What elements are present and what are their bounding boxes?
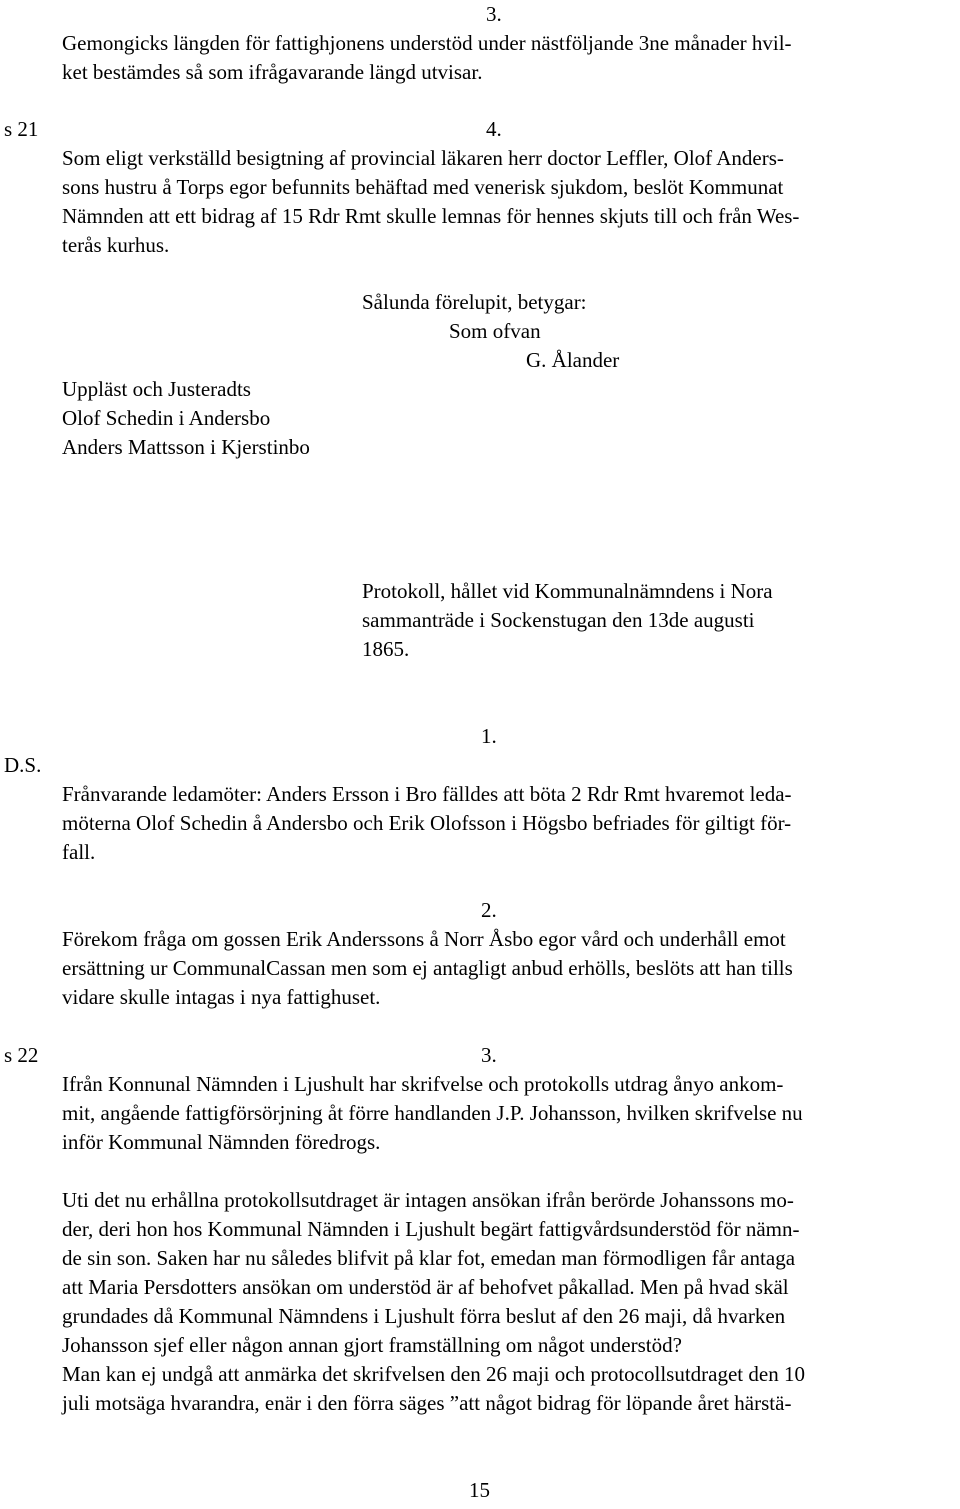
text-line: terås kurhus. — [62, 233, 170, 257]
paragraph-fattighjon — [62, 29, 956, 87]
attestation-line: Sålunda förelupit, betygar: — [362, 290, 587, 314]
page-number: 15 — [469, 1478, 490, 1502]
margin-note: D.S. — [4, 753, 42, 777]
text-line: att Maria Persdotters ansökan om understöd är af behofvet påkallad. Men på hvad skäl — [62, 1275, 789, 1299]
paragraph-anmarkning — [62, 1360, 956, 1418]
protocol-header-line: sammanträde i Sockenstugan den 13de augusti — [362, 608, 755, 632]
signature-name: G. Ålander — [526, 348, 620, 372]
text-line: Gemongicks längden för fattighjonens understöd under nästföljande 3ne månader hvil- — [62, 31, 792, 55]
text-line: Nämnden att ett bidrag af 15 Rdr Rmt skulle lemnas för hennes skjuts till och från Wes- — [62, 204, 800, 228]
text-line: Ifrån Konnunal Nämnden i Ljushult har skrifvelse och protokolls utdrag ånyo ankom- — [62, 1072, 784, 1096]
section-number: 1. — [481, 724, 497, 748]
text-line: vidare skulle intagas i nya fattighuset. — [62, 985, 381, 1009]
paragraph-besigtning — [62, 144, 956, 260]
text-line: grundades då Kommunal Nämndens i Ljushult förra beslut af den 26 maji, då hvarken — [62, 1304, 786, 1328]
section-number: 4. — [486, 117, 502, 141]
text-line: ket bestämdes så som ifrågavarande längd utvisar. — [62, 60, 483, 84]
protocol-header-line: 1865. — [362, 637, 410, 661]
signature-name: Anders Mattsson i Kjerstinbo — [62, 435, 310, 459]
text-line: juli motsäga hvarandra, enär i den förra säges ”att något bidrag för löpande året härstä- — [62, 1391, 792, 1415]
text-line: mit, angående fattigförsörjning åt förre handlanden J.P. Johansson, hvilken skrifvelse nu — [62, 1101, 803, 1125]
paragraph-ljushult — [62, 1070, 956, 1157]
paragraph-protokollsutdrag — [62, 1186, 956, 1360]
paragraph-franvarande — [62, 780, 956, 867]
text-line: Man kan ej undgå att anmärka det skrifvelsen den 26 maji och protocollsutdraget den 10 — [62, 1362, 805, 1386]
text-line: fall. — [62, 840, 96, 864]
section-number: 3. — [486, 2, 502, 26]
text-line: Johansson sjef eller någon annan gjort framställning om något understöd? — [62, 1333, 682, 1357]
text-line: Frånvarande ledamöter: Anders Ersson i Bro fälldes att böta 2 Rdr Rmt hvaremot leda- — [62, 782, 792, 806]
text-line: der, deri hon hos Kommunal Nämnden i Ljushult begärt fattigvårdsunderstöd för nämn- — [62, 1217, 800, 1241]
text-line: möterna Olof Schedin å Andersbo och Erik Olofsson i Högsbo befriades för giltigt för- — [62, 811, 792, 835]
attestation-line: Som ofvan — [449, 319, 541, 343]
text-line: Som eligt verkställd besigtning af provincial läkaren herr doctor Leffler, Olof Anders- — [62, 146, 784, 170]
justification-line: Uppläst och Justeradts — [62, 377, 251, 401]
signature-name: Olof Schedin i Andersbo — [62, 406, 271, 430]
margin-note: s 21 — [4, 117, 39, 141]
margin-note: s 22 — [4, 1043, 39, 1067]
text-line: ersättning ur CommunalCassan men som ej antagligt anbud erhölls, beslöts att han tills — [62, 956, 793, 980]
text-line: de sin son. Saken har nu således blifvit på klar fot, emedan man förmodligen får antaga — [62, 1246, 796, 1270]
protocol-header-line: Protokoll, hållet vid Kommunalnämndens i Nora — [362, 579, 773, 603]
text-line: sons hustru å Torps egor befunnits behäftad med venerisk sjukdom, beslöt Kommunat — [62, 175, 784, 199]
text-line: inför Kommunal Nämnden föredrogs. — [62, 1130, 381, 1154]
text-line: Förekom fråga om gossen Erik Anderssons å Norr Åsbo egor vård och underhåll emot — [62, 927, 786, 951]
section-number: 2. — [481, 898, 497, 922]
paragraph-gossen — [62, 925, 956, 1012]
text-line: Uti det nu erhållna protokollsutdraget är intagen ansökan ifrån berörde Johanssons mo- — [62, 1188, 794, 1212]
section-number: 3. — [481, 1043, 497, 1067]
